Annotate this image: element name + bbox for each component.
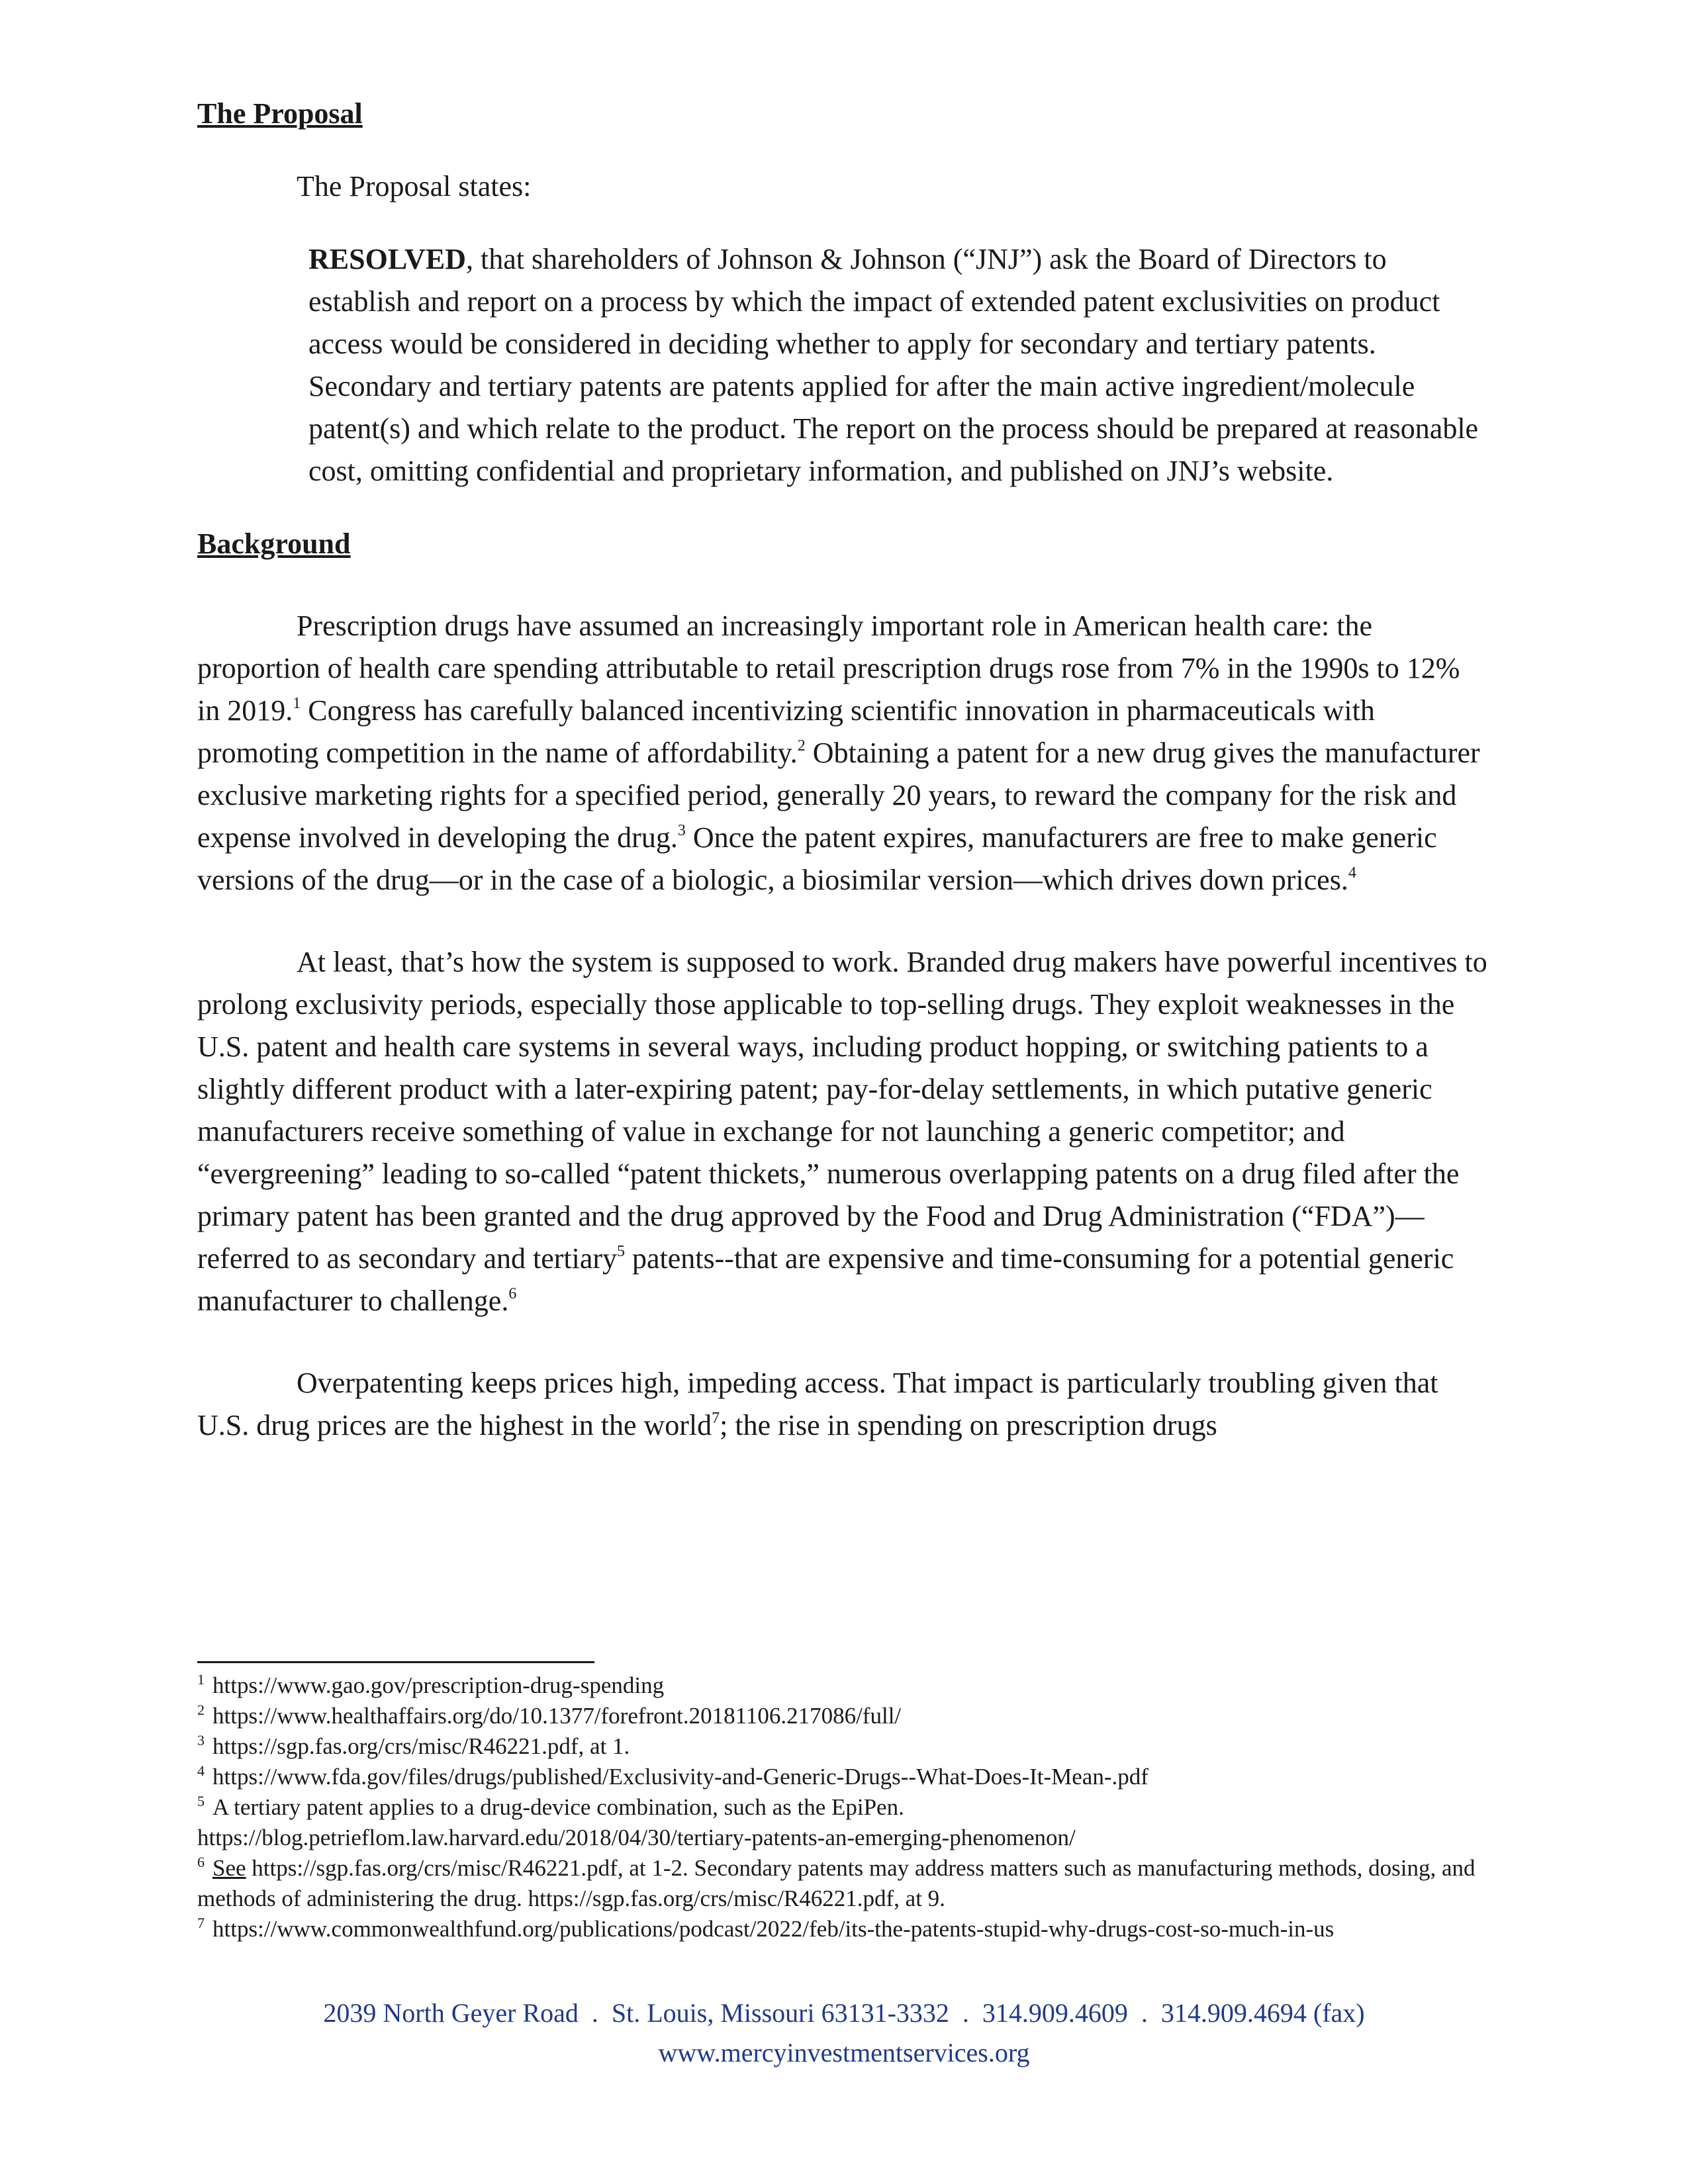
footnote-2 [197, 1701, 1488, 1731]
p1-sentence-1: Prescription drugs have assumed an increasingly important role in American health care: the proportion of health care spending attributable to retail prescription drugs rose from 7% in the 1990s to 12% in 2019. [197, 610, 1460, 727]
background-paragraph-3 [197, 1362, 1488, 1447]
footnotes [197, 1670, 1488, 1944]
p1-sentence-4: Once the patent expires, manufacturers are free to make generic versions of the drug—or in the case of a biologic, a biosimilar version—which drives down prices. [197, 821, 1437, 896]
proposal-resolution [197, 238, 1488, 492]
footnote-number: 6 [197, 1854, 205, 1871]
footnote-number: 4 [197, 1762, 205, 1780]
footnote-link[interactable]: https://www.fda.gov/files/drugs/published/Exclusivity-and-Generic-Drugs--What-Does-It-Mean-.pdf [212, 1764, 1149, 1790]
footnote-link[interactable]: https://www.commonwealthfund.org/publications/podcast/2022/feb/its-the-patents-stupid-why-drugs-cost-so-much-in-us [212, 1916, 1335, 1942]
footnote-number: 3 [197, 1732, 205, 1749]
footnote-4 [197, 1762, 1488, 1792]
footnote-number: 2 [197, 1702, 205, 1719]
p2-sentence-1: At least, that’s how the system is supposed to work. Branded drug makers have powerful incentives to prolong exclusivity periods, especially those applicable to top-selling drugs. They exploit weaknesses in the U.S. patent and health care systems in several ways, including product hopping, or switching patients to a slightly different product with a later-expiring patent; pay-for-delay settlements, in which putative generic manufacturers receive something of value in exchange for not launching a generic competitor; and “evergreening” leading to so-called “patent thickets,” numerous overlapping patents on a drug filed after the primary patent has been granted and the drug approved by the Food and Drug Administration (“FDA”)—referred to as secondary and tertiary [197, 946, 1487, 1275]
footer-address: 2039 North Geyer Road . St. Louis, Missouri 63131-3332 . 314.909.4609 . 314.909.4694 (fax) [323, 1998, 1365, 2028]
background-paragraph-2 [197, 941, 1488, 1322]
footer-website-link[interactable]: www.mercyinvestmentservices.org [658, 2038, 1030, 2068]
footnote-number: 7 [197, 1915, 205, 1932]
p3-sentence-1: Overpatenting keeps prices high, impeding access. That impact is particularly troubling given that U.S. drug prices are the highest in the world [197, 1367, 1438, 1441]
footnote-3 [197, 1731, 1488, 1762]
p3-sentence-2: ; the rise in spending on prescription drugs [720, 1409, 1217, 1441]
p1-sentence-3: Obtaining a patent for a new drug gives the manufacturer exclusive marketing rights for a specified period, generally 20 years, to reward the company for the risk and expense involved in developing the drug. [197, 737, 1480, 854]
footnote-ref-4[interactable]: 4 [1348, 864, 1356, 882]
see-signal: See [212, 1855, 246, 1881]
background-heading: Background [197, 527, 351, 560]
proposal-heading: The Proposal [197, 97, 363, 130]
footnote-number: 1 [197, 1671, 205, 1688]
footnote-6 [197, 1853, 1488, 1914]
footnote-5-url[interactable]: https://blog.petrieflom.law.harvard.edu/2018/04/30/tertiary-patents-an-emerging-phenomenon/ [197, 1825, 1076, 1850]
footnote-ref-7[interactable]: 7 [712, 1410, 720, 1428]
footnote-ref-5[interactable]: 5 [617, 1243, 626, 1261]
footnote-7 [197, 1914, 1488, 1944]
footnote-text: A tertiary patent applies to a drug-device combination, such as the EpiPen. [212, 1794, 904, 1820]
footnote-ref-2[interactable]: 2 [797, 737, 806, 755]
footnote-number: 5 [197, 1793, 205, 1810]
footnote-ref-1[interactable]: 1 [293, 695, 301, 713]
resolved-label: RESOLVED [308, 243, 467, 275]
footnote-link[interactable]: https://www.healthaffairs.org/do/10.1377/forefront.20181106.217086/full/ [212, 1703, 902, 1729]
document-body [197, 93, 1488, 1447]
footnote-text: https://sgp.fas.org/crs/misc/R46221.pdf, at 1-2. Secondary patents may address matters such as manufacturing methods, dosing, and methods of administering the drug. https://sgp.fas.org/crs/misc/R46221.pdf, at 9. [197, 1855, 1476, 1911]
footnote-5 [197, 1792, 1488, 1823]
background-paragraph-1 [197, 605, 1488, 901]
footnote-divider [197, 1661, 594, 1663]
footnote-ref-3[interactable]: 3 [677, 822, 686, 840]
resolved-text: , that shareholders of Johnson & Johnson (“JNJ”) ask the Board of Directors to establish and report on a process by which the impact of extended patent exclusivities on product access would be considered in deciding whether to apply for secondary and tertiary patents. Secondary and tertiary patents are patents applied for after the main active ingredient/molecule patent(s) and which relate to the product. The report on the process should be prepared at reasonable cost, omitting confidential and proprietary information, and published on JNJ’s website. [308, 243, 1479, 487]
footnote-ref-6[interactable]: 6 [508, 1285, 517, 1303]
footnote-1 [197, 1670, 1488, 1701]
proposal-intro: The Proposal states: [297, 170, 532, 203]
p1-sentence-2: Congress has carefully balanced incentivizing scientific innovation in pharmaceuticals with promoting competition in the name of affordability. [197, 694, 1375, 769]
footnote-link[interactable]: https://www.gao.gov/prescription-drug-spending [212, 1672, 665, 1698]
footnote-link[interactable]: https://sgp.fas.org/crs/misc/R46221.pdf, at 1. [212, 1733, 630, 1759]
p2-sentence-2: patents--that are expensive and time-consuming for a potential generic manufacturer to challenge. [197, 1242, 1454, 1317]
